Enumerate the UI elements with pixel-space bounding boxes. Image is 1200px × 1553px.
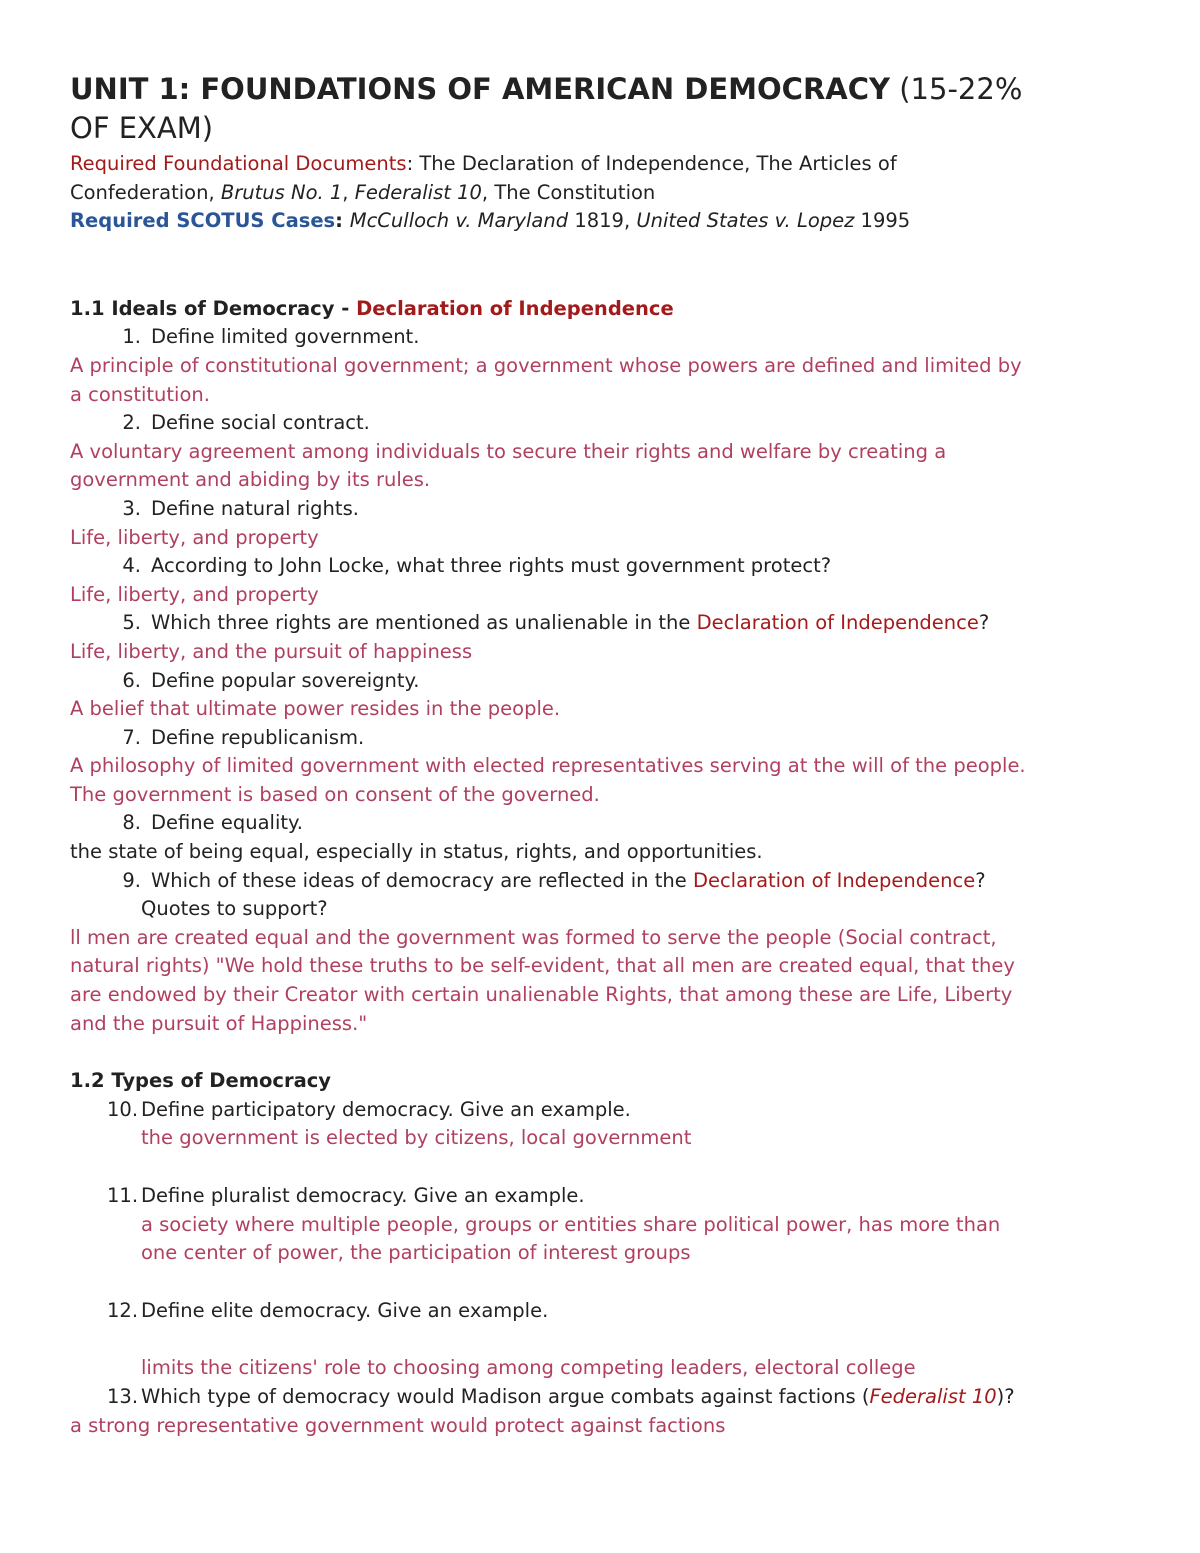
question-number: 8. xyxy=(122,811,141,835)
question-text-red: Declaration of Independence xyxy=(692,868,976,892)
case-year-2: 1995 xyxy=(854,209,911,233)
answer-4: Life, liberty, and property xyxy=(70,582,319,606)
question-9 xyxy=(70,867,1135,896)
answer-11 xyxy=(70,1211,1135,1268)
question-number: 11. xyxy=(107,1184,139,1207)
question-text-end: ? xyxy=(975,868,986,892)
question-text: Define natural rights. xyxy=(151,496,359,520)
required-cases-label: Required SCOTUS Cases xyxy=(70,209,336,233)
question-12 xyxy=(70,1297,1135,1326)
question-number: 7. xyxy=(122,725,141,749)
answer-5: Life, liberty, and the pursuit of happiness xyxy=(70,639,473,663)
question-number: 13. xyxy=(107,1384,139,1408)
answer-line: are endowed by their Creator with certain unalienable Rights, that among these are Life, Liberty xyxy=(70,983,1013,1007)
page-title xyxy=(70,70,1135,148)
question-6 xyxy=(70,667,1135,696)
question-number: 1. xyxy=(122,325,141,349)
doc-confederation: Confederation, xyxy=(70,180,221,204)
answer-9 xyxy=(70,924,1135,1038)
question-number: 3. xyxy=(122,496,141,520)
question-13 xyxy=(70,1383,1135,1412)
question-1 xyxy=(70,323,1135,352)
doc-constitution: , The Constitution xyxy=(481,180,656,204)
answer-8: the state of being equal, especially in status, rights, and opportunities. xyxy=(70,840,763,864)
question-10 xyxy=(70,1096,1135,1125)
question-text: Define equality. xyxy=(151,811,303,835)
question-text-end: )? xyxy=(996,1384,1015,1408)
answer-3: Life, liberty, and property xyxy=(70,525,319,549)
case-mcculloch: McCulloch v. Maryland xyxy=(349,209,569,233)
question-text: Define limited government. xyxy=(151,325,420,349)
question-number: 12. xyxy=(107,1298,139,1322)
answer-line: A principle of constitutional government; a government whose powers are defined and limited by xyxy=(70,353,1022,377)
section-1-title-red: Declaration of Independence xyxy=(356,296,674,320)
question-11 xyxy=(70,1182,1135,1211)
required-cases xyxy=(70,207,1135,236)
title-exam: OF EXAM) xyxy=(70,111,214,145)
question-number: 2. xyxy=(122,411,141,435)
title-percent: (15-22% xyxy=(890,72,1023,106)
answer-7 xyxy=(70,752,1135,809)
question-text: Define republicanism. xyxy=(151,725,365,749)
answer-line: A voluntary agreement among individuals to secure their rights and welfare by creating a xyxy=(70,439,947,463)
answer-line: ll men are created equal and the government was formed to serve the people (Social contract, xyxy=(70,925,997,949)
cases-colon: : xyxy=(335,209,350,233)
document-page xyxy=(70,70,1135,1440)
question-text-red: Declaration of Independence xyxy=(696,611,979,635)
question-7 xyxy=(70,724,1135,753)
question-text: Define participatory democracy. Give an example. xyxy=(141,1097,631,1121)
question-text-end: ? xyxy=(978,611,990,635)
title-bold: UNIT 1: FOUNDATIONS OF AMERICAN DEMOCRACY xyxy=(70,72,891,106)
question-4 xyxy=(70,552,1135,581)
answer-line: and the pursuit of Happiness." xyxy=(70,1011,368,1035)
question-text: According to John Locke, what three rights must government protect? xyxy=(151,554,832,578)
question-text: Which of these ideas of democracy are reflected in the xyxy=(151,868,693,892)
case-lopez: United States v. Lopez xyxy=(636,209,855,233)
answer-1 xyxy=(70,352,1135,409)
question-text: Define pluralist democracy. Give an example. xyxy=(141,1184,585,1207)
question-text: Define elite democracy. Give an example. xyxy=(141,1298,549,1322)
required-documents-label: Required Foundational Documents xyxy=(70,152,407,175)
answer-line: government and abiding by its rules. xyxy=(70,468,431,492)
answer-line: a constitution. xyxy=(70,382,210,406)
answer-line: The government is based on consent of the governed. xyxy=(70,782,600,806)
question-number: 10. xyxy=(107,1097,139,1121)
question-9-line-2: Quotes to support? xyxy=(141,897,328,921)
answer-12: limits the citizens' role to choosing among competing leaders, electoral college xyxy=(141,1356,916,1380)
question-text: Which three rights are mentioned as unalienable in the xyxy=(151,611,697,635)
doc-federalist: Federalist 10 xyxy=(354,180,482,204)
question-text: Define social contract. xyxy=(151,411,370,435)
section-2-heading: 1.2 Types of Democracy xyxy=(70,1069,332,1093)
answer-2 xyxy=(70,438,1135,495)
doc-brutus: Brutus No. 1 xyxy=(220,180,343,204)
answer-line: a society where multiple people, groups or entities share political power, has more than xyxy=(141,1212,1001,1236)
question-text-red: Federalist 10 xyxy=(869,1384,997,1408)
answer-line: one center of power, the participation of interest groups xyxy=(141,1241,691,1265)
answer-line: natural rights) "We hold these truths to be self-evident, that all men are created equal, that they xyxy=(70,954,1015,978)
required-documents xyxy=(70,150,1135,207)
doc-sep: , xyxy=(342,180,355,204)
question-number: 6. xyxy=(122,668,141,692)
question-2 xyxy=(70,409,1135,438)
question-number: 5. xyxy=(122,611,141,635)
question-5 xyxy=(70,609,1135,638)
question-text: Define popular sovereignty. xyxy=(151,668,420,692)
answer-6: A belief that ultimate power resides in the people. xyxy=(70,697,561,721)
answer-13: a strong representative government would protect against factions xyxy=(70,1413,726,1437)
case-year-1: 1819, xyxy=(568,209,637,233)
answer-10: the government is elected by citizens, local government xyxy=(141,1126,692,1150)
question-3 xyxy=(70,495,1135,524)
section-1-heading xyxy=(70,295,1135,324)
question-number: 4. xyxy=(122,554,141,578)
question-text: Which type of democracy would Madison argue combats against factions ( xyxy=(141,1384,870,1408)
question-8 xyxy=(70,809,1135,838)
question-number: 9. xyxy=(122,868,141,892)
answer-line: A philosophy of limited government with elected representatives serving at the will of the people. xyxy=(70,754,1026,778)
required-documents-text: : The Declaration of Independence, The Articles of xyxy=(406,152,897,175)
section-1-title: 1.1 Ideals of Democracy - xyxy=(70,296,357,320)
